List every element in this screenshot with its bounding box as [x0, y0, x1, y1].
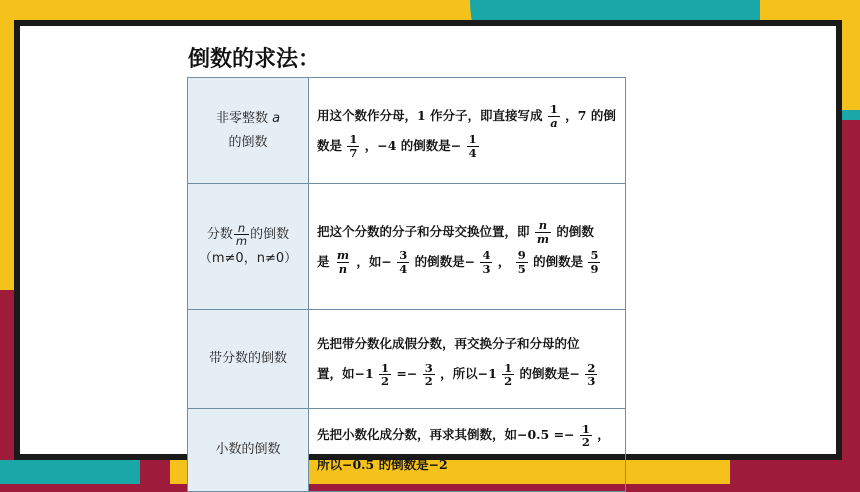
desc-text: 所以−0.5 的倒数是−2: [317, 457, 448, 472]
desc-text: 先把带分数化成假分数，再交换分子和分母的位: [317, 336, 580, 351]
fraction-denominator: 3: [587, 374, 596, 388]
fraction-denominator: 2: [504, 374, 513, 388]
page-title: 倒数的求法：: [188, 47, 321, 72]
fraction-denominator: a: [550, 115, 558, 130]
category-cell: [188, 184, 309, 310]
fraction-numerator: 1: [349, 132, 358, 147]
desc-text: ，如−: [356, 253, 392, 269]
description-cell: [309, 78, 626, 184]
description-cell: [309, 409, 626, 492]
desc-text: ，7 的倒: [565, 107, 616, 123]
desc-text: 是: [317, 253, 330, 269]
description-cell: [309, 184, 626, 310]
desc-text: 用这个数作分母，1 作分子，即直接写成: [317, 107, 543, 123]
category-text: 非零整数: [215, 110, 268, 126]
description-cell: [309, 310, 626, 409]
fraction-denominator: 2: [381, 374, 390, 388]
fraction: [502, 362, 514, 387]
fraction-denominator: 7: [349, 145, 358, 160]
table-row: [188, 78, 626, 184]
desc-text: 的倒数是−: [414, 253, 476, 269]
fraction: [467, 133, 479, 158]
fraction-numerator: 1: [381, 360, 390, 375]
reciprocal-methods-table: [187, 77, 626, 492]
category-cell: [188, 78, 309, 184]
fraction: [379, 362, 391, 387]
fraction: [480, 249, 492, 274]
fraction-denominator: m: [536, 231, 550, 246]
desc-text: ，−4 的倒数是−: [364, 137, 462, 153]
category-cell: [188, 409, 309, 492]
desc-text: ，: [597, 427, 610, 442]
fraction-denominator: 3: [482, 261, 491, 276]
desc-text: ，所以−1: [440, 366, 497, 381]
category-text: 带分数的倒数: [208, 351, 287, 366]
fraction-denominator: m: [235, 234, 248, 248]
fraction-numerator: 4: [482, 248, 491, 263]
fraction: [580, 423, 592, 448]
category-cell: [188, 310, 309, 409]
fraction-numerator: 9: [517, 248, 526, 263]
category-text: 小数的倒数: [215, 442, 281, 457]
fraction-denominator: n: [338, 261, 348, 276]
desc-text: =−: [396, 366, 418, 381]
slide-panel: [14, 20, 842, 472]
fraction-numerator: m: [336, 248, 350, 263]
fraction: [347, 133, 359, 158]
fraction-numerator: 3: [424, 360, 433, 375]
category-variable: a: [272, 110, 281, 126]
fraction: [516, 249, 528, 274]
fraction-numerator: 3: [399, 248, 408, 263]
fraction-numerator: 1: [504, 360, 513, 375]
fraction-denominator: 2: [581, 435, 590, 449]
fraction-denominator: 2: [424, 374, 433, 388]
table-row: [188, 409, 626, 492]
fraction-denominator: 9: [590, 261, 599, 276]
fraction-numerator: n: [538, 218, 548, 233]
fraction-numerator: n: [237, 220, 246, 235]
bg-teal-bottom: [0, 460, 140, 484]
fraction: [234, 222, 249, 247]
desc-text: ，: [497, 253, 511, 269]
fraction: [535, 219, 551, 244]
fraction: [588, 249, 600, 274]
table-row: [188, 310, 626, 409]
fraction: [585, 362, 597, 387]
fraction-denominator: 4: [468, 145, 477, 160]
desc-text: 先把小数化成分数，再求其倒数，如−0.5 =−: [317, 427, 575, 442]
category-text: 分数: [206, 227, 233, 242]
fraction-numerator: 2: [587, 360, 596, 375]
fraction-denominator: 5: [517, 261, 526, 276]
table-row: [188, 184, 626, 310]
category-text: 的倒数: [250, 227, 290, 242]
category-condition: （m≠0，n≠0）: [198, 251, 298, 267]
fraction-numerator: 5: [590, 248, 599, 263]
fraction-numerator: 1: [549, 102, 558, 117]
fraction: [335, 249, 351, 274]
fraction-denominator: 4: [399, 261, 408, 276]
desc-text: 置，如−1: [317, 366, 374, 381]
category-text: 的倒数: [228, 134, 268, 150]
desc-text: 的倒数是−: [519, 366, 580, 381]
fraction: [397, 249, 409, 274]
desc-text: 数是: [317, 137, 343, 153]
fraction-numerator: 1: [468, 132, 477, 147]
desc-text: 的倒数: [556, 223, 594, 239]
fraction: [423, 362, 435, 387]
desc-text: 的倒数是: [533, 253, 584, 269]
desc-text: 把这个分数的分子和分母交换位置，即: [317, 223, 530, 239]
fraction: [548, 103, 560, 128]
fraction-numerator: 1: [581, 421, 590, 436]
